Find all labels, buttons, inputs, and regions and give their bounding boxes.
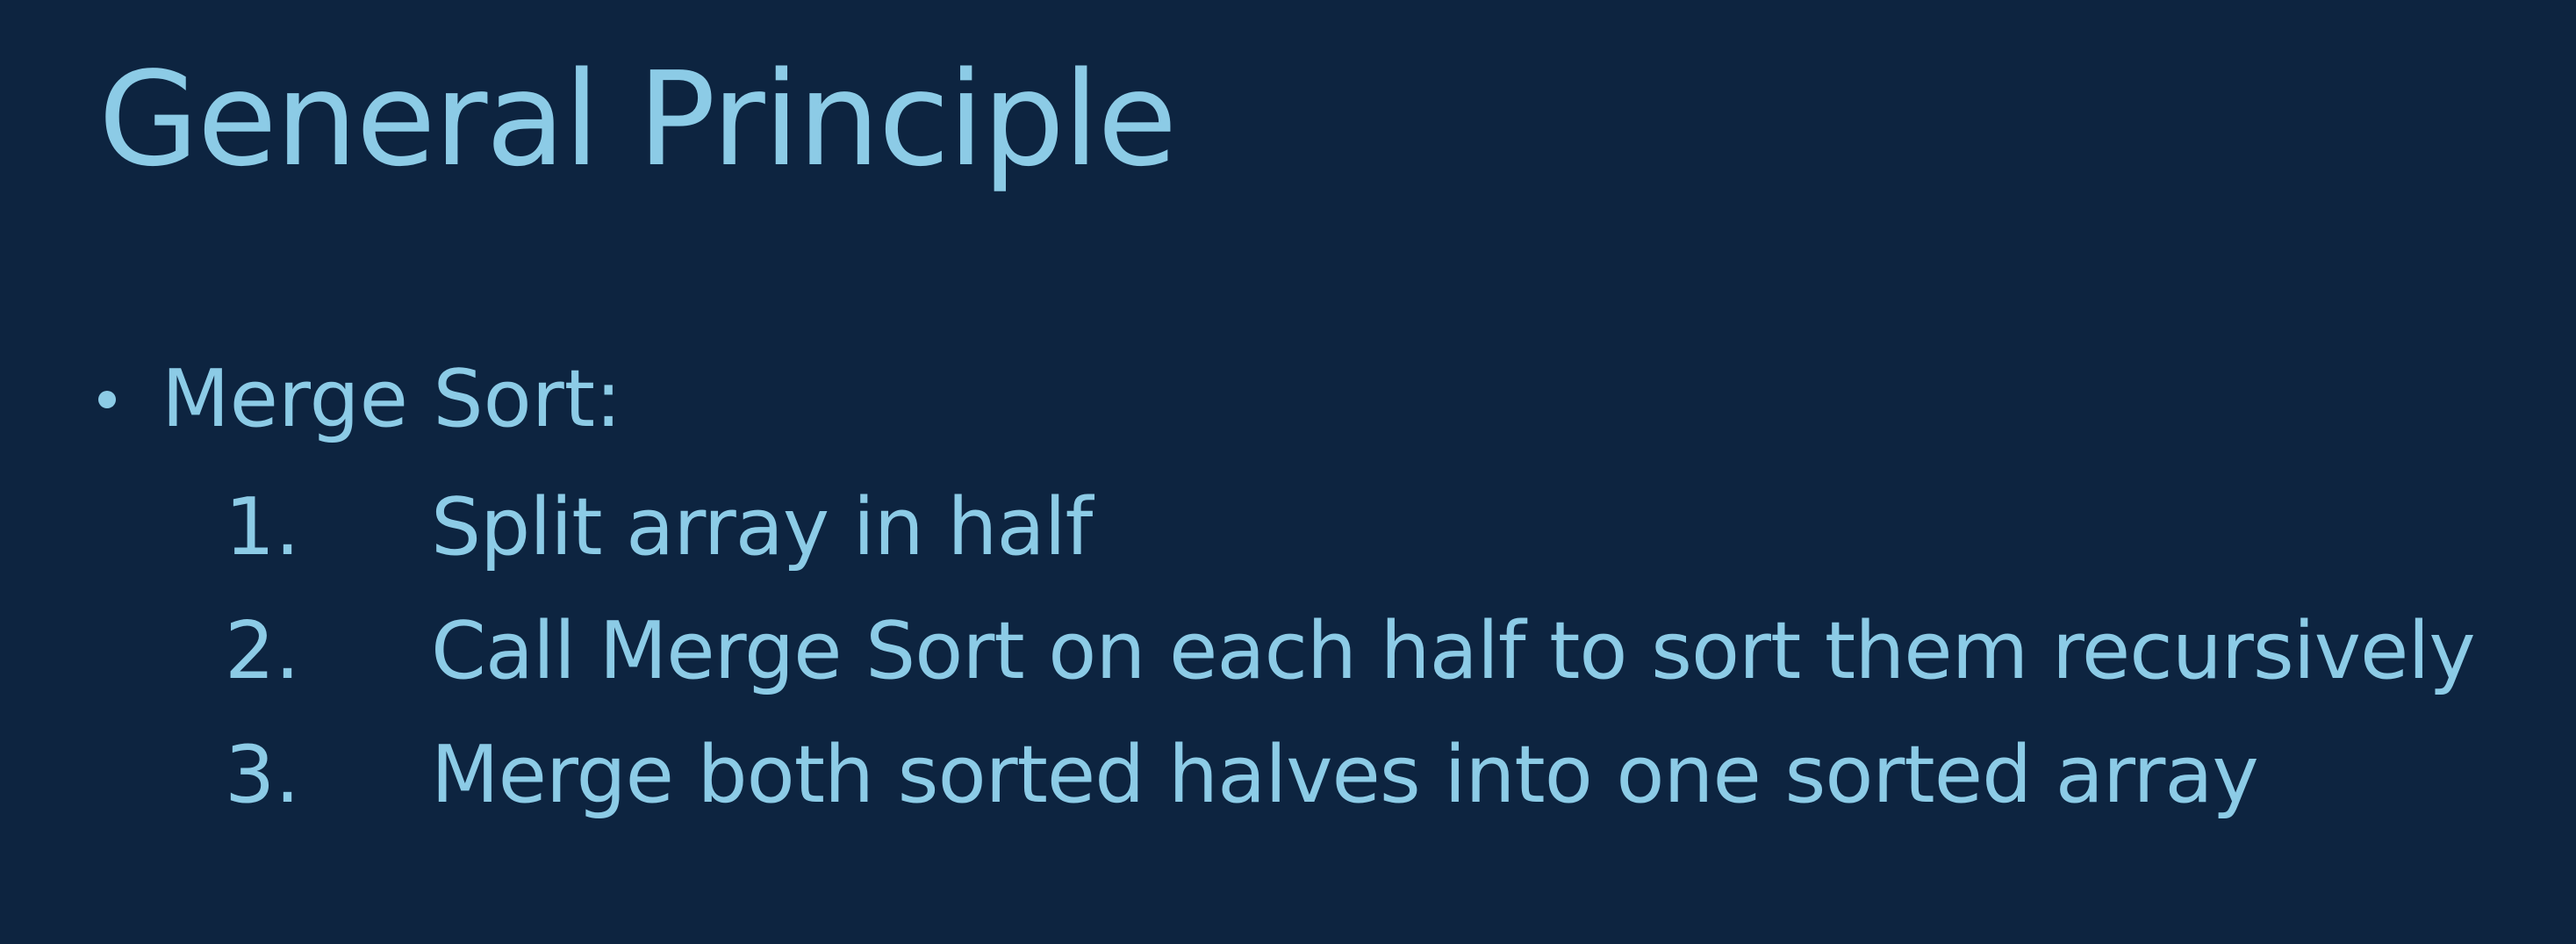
step-number: 1. [225, 481, 300, 573]
step-number: 2. [225, 605, 300, 697]
bullet-label: Merge Sort: [161, 353, 622, 445]
bullet-item-merge-sort [98, 353, 622, 445]
slide-title: General Principle [98, 44, 1176, 195]
step-text: Call Merge Sort on each half to sort them recursively [431, 605, 2475, 697]
numbered-step-3 [225, 729, 2258, 821]
numbered-step-1 [225, 481, 1093, 573]
step-text: Merge both sorted halves into one sorted array [431, 729, 2258, 821]
numbered-step-2 [225, 605, 2475, 697]
bullet-dot-icon [98, 391, 116, 408]
step-number: 3. [225, 729, 300, 821]
step-text: Split array in half [431, 481, 1093, 573]
